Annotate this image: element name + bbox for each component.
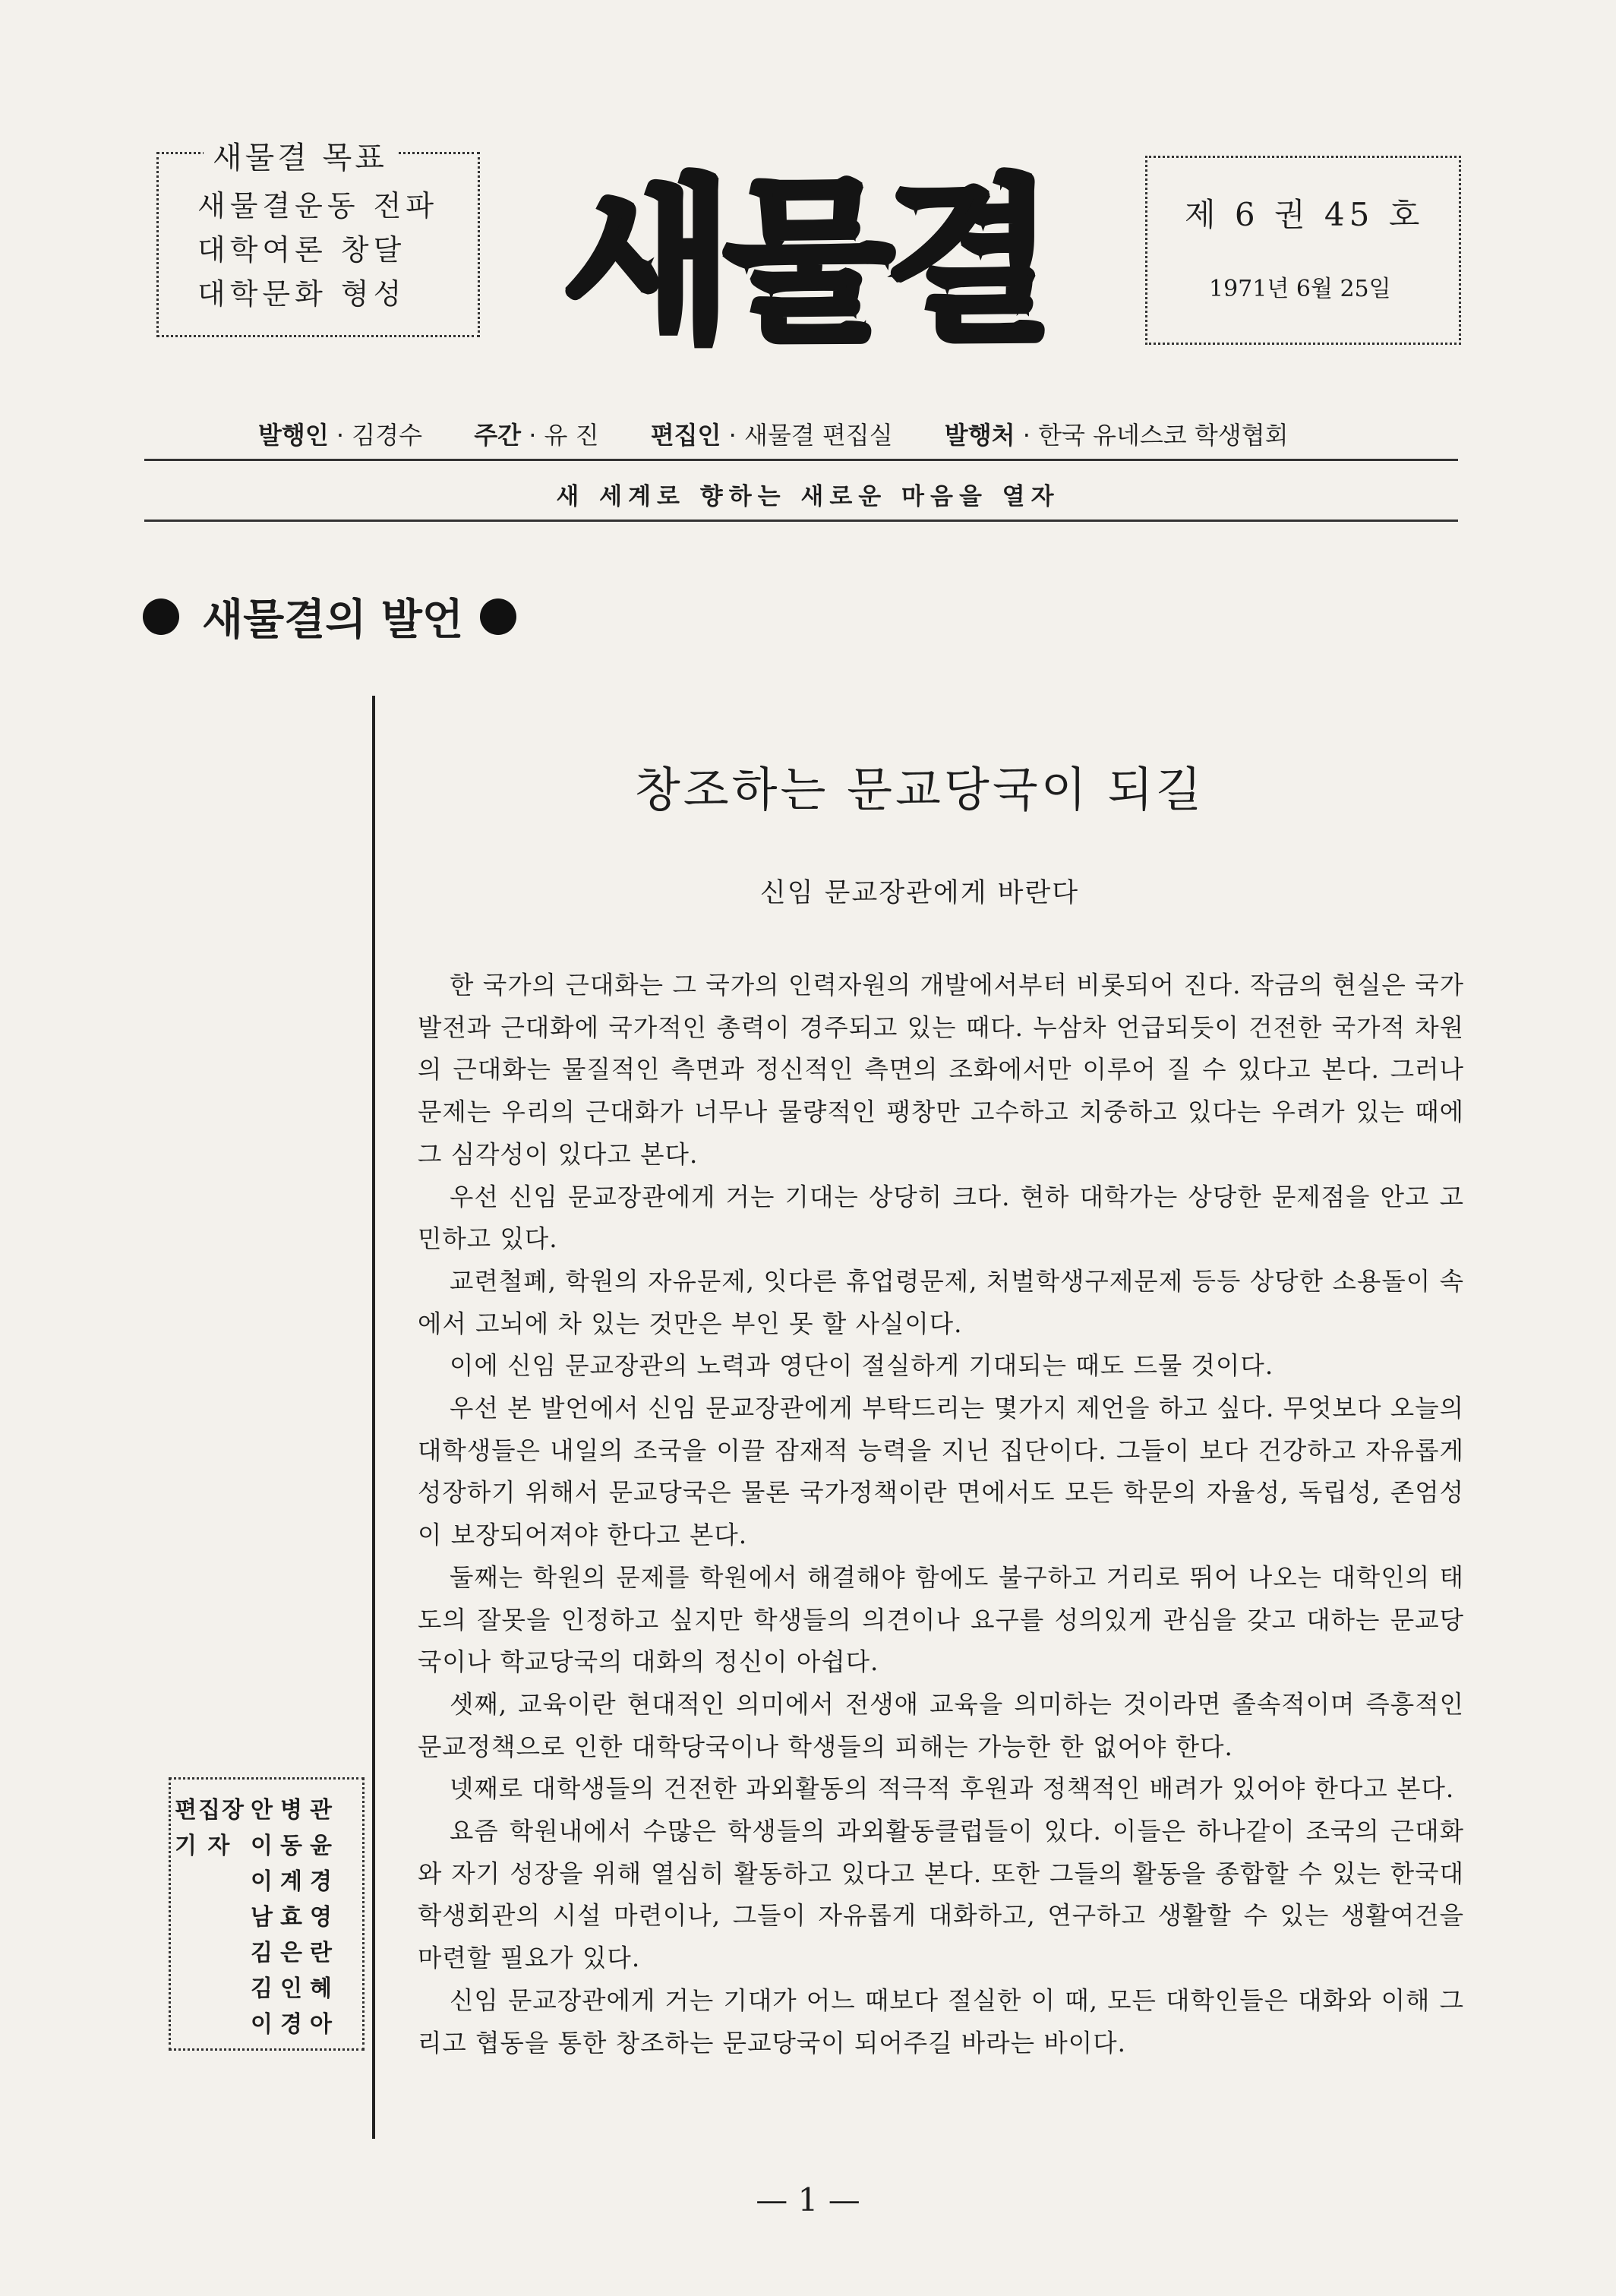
paragraph: 한 국가의 근대화는 그 국가의 인력자원의 개발에서부터 비롯되어 진다. 작금의 현실은 국가발전과 근대화에 국가적인 총력이 경주되고 있는 때다. 누삼차 언급되듯이 건전한 국가적 차원의 근대화는 물질적인 측면과 정신적인 측면의 조화에서만 이루어 질 수 있다고 본다. 그러나 문제는 우리의 근대화가 너무나 물량적인 팽창만 고수하고 치중하고 있다는 우려가 있는 때에 그 심각성이 있다고 본다. [418,971,1464,1169]
credit-role: 발행인 [258,421,329,450]
staff-row [175,1896,357,1932]
staff-name: 김인혜 [251,1975,339,2002]
rule-top [144,459,1458,461]
credit-name: 유 진 [544,421,599,450]
paragraph: 셋째, 교육이란 현대적인 의미에서 전생애 교육을 의미하는 것이라면 졸속적이며 즉흥적인 문교정책으로 인한 대학당국이나 학생들의 피해는 가능한 한 없어야 한다. [418,1689,1464,1761]
credit-editor: 편집인 · 새물결 편집실 [650,421,893,450]
credit-publisher: 발행인 · 김경수 [258,421,423,450]
page-number: — 1 — [756,2181,860,2219]
article-title: 창조하는 문교당국이 되길 [634,762,1205,817]
staff-row [175,2004,357,2039]
paragraph: 둘째는 학원의 문제를 학원에서 해결해야 함에도 불구하고 거리로 뛰어 나오는 대학인의 태도의 잘못을 인정하고 싶지만 학생들의 의견이나 요구를 성의있게 관심을 갖고 대하는 문교당국이나 학교당국의 대화의 정신이 아쉽다. [418,1562,1464,1677]
article-body [418,965,1464,2064]
paragraph: 교련철폐, 학원의 자유문제, 잇다른 휴업령문제, 처벌학생구제문제 등등 상당한 소용돌이 속에서 고뇌에 차 있는 것만은 부인 못 할 사실이다. [418,1266,1464,1338]
section-title: 새물결의 발언 [202,595,464,645]
credit-role: 발행처 [944,421,1015,450]
issue-date: 1971년 6월 25일 [1209,276,1391,302]
credit-name: 김경수 [352,421,423,450]
goal-line-1: 새물결운동 전파 [197,189,439,223]
paragraph: 요즘 학원내에서 수많은 학생들의 과외활동클럽들이 있다. 이들은 하나같이 조국의 근대화와 자기 성장을 위해 열심히 활동하고 있다고 본다. 또한 그들의 활동을 종합할 수 있는 한국대학생회관의 시설 마련이나, 그들이 자유롭게 대화하고, 연구하고 생활할 수 있는 생활여건을 마련할 필요가 있다. [418,1817,1464,1973]
staff-row [175,1932,357,1968]
staff-row [175,1825,357,1861]
credit-name: 한국 유네스코 학생협회 [1038,421,1289,450]
staff-role: 기 자 [175,1832,232,1859]
staff-row [175,1789,357,1825]
paragraph: 이에 신임 문교장관의 노력과 영단이 절실하게 기대되는 때도 드물 것이다. [450,1351,1274,1381]
issue-volume: 제 6 권 45 호 [1185,196,1425,233]
staff-name: 안병관 [251,1796,339,1824]
paragraph: 우선 신임 문교장관에게 거는 기대는 상당히 크다. 현하 대학가는 상당한 문제점을 안고 고민하고 있다. [418,1182,1464,1254]
masthead-text: 새물결 [563,162,1047,365]
credit-issuer: 발행처 · 한국 유네스코 학생협회 [944,421,1289,450]
article-subtitle: 신임 문교장관에게 바란다 [759,878,1080,908]
credits-line [258,416,1473,451]
credit-role: 주간 [474,421,522,450]
credit-role: 편집인 [650,421,721,450]
staff-row [175,1968,357,2004]
staff-row [175,1861,357,1896]
slogan: 새 세계로 향하는 새로운 마음을 열자 [556,483,1060,510]
goal-line-3: 대학문화 형성 [197,277,406,311]
paragraph: 신임 문교장관에게 거는 기대가 어느 때보다 절실한 이 때, 모든 대학인들은 대화와 이해 그리고 협동을 통한 창조하는 문교당국이 되어주길 바라는 바이다. [418,1985,1464,2058]
section-heading [143,586,516,647]
rule-bottom [144,520,1458,522]
staff-role: 편집장 [175,1796,245,1824]
goal-line-2: 대학여론 창달 [197,233,406,267]
staff-name: 김은란 [251,1939,339,1966]
issue-box [1145,156,1461,345]
credit-chief: 주간 · 유 진 [474,421,599,450]
staff-name: 이계경 [251,1868,339,1895]
masthead-logo [532,144,1078,372]
paragraph: 넷째로 대학생들의 건전한 과외활동의 적극적 후원과 정책적인 배려가 있어야 한다고 본다. [450,1774,1455,1804]
staff-name: 남효영 [251,1903,339,1931]
bullet-icon [143,598,179,635]
staff-list [175,1789,357,2039]
credit-name: 새물결 편집실 [743,421,893,450]
paragraph: 우선 본 발언에서 신임 문교장관에게 부탁드리는 몇가지 제언을 하고 싶다. 무엇보다 오늘의 대학생들은 내일의 조국을 이끌 잠재적 능력을 지닌 집단이다. 그들이 보다 건강하고 자유롭게 성장하기 위해서 문교당국은 물론 국가정책이란 면에서도 모든 학문의 자율성, 독립성, 존엄성이 보장되어져야 한다고 본다. [418,1394,1464,1550]
column-divider [372,696,375,2139]
goal-title: 새물결 목표 [204,134,396,177]
bullet-icon [480,598,516,635]
staff-name: 이동윤 [251,1832,339,1859]
staff-name: 이경아 [251,2010,339,2038]
